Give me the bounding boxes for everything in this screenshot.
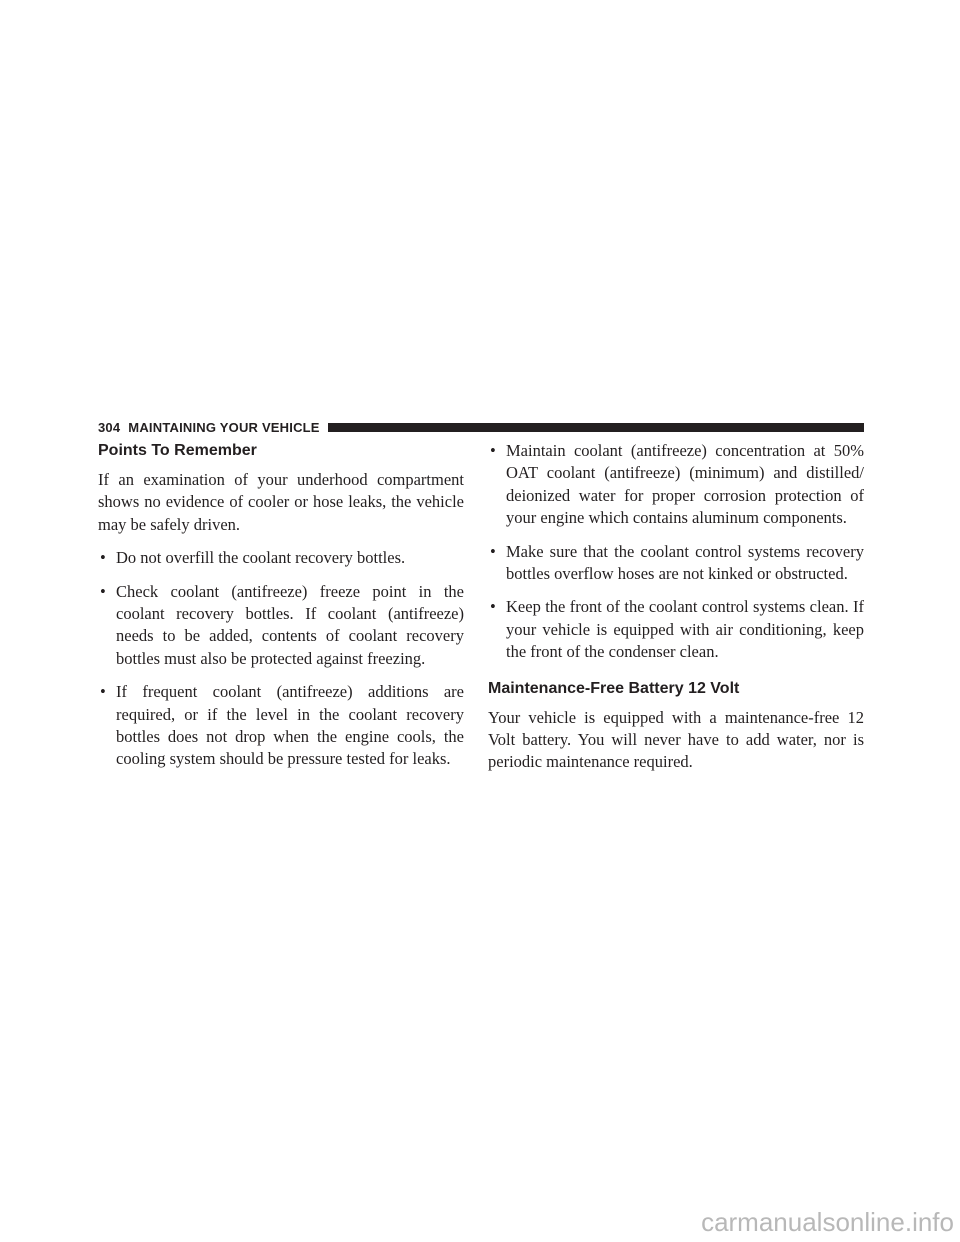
list-item-text: Do not overfill the coolant recovery bottles. [116, 548, 406, 568]
intro-paragraph: If an examination of your underhood compartment shows no evidence of cooler or hose leaks, the vehicle may be safely driven. [98, 470, 464, 534]
list-item [98, 681, 464, 771]
list-item [98, 547, 464, 569]
header-rule [328, 423, 864, 432]
list-item [488, 541, 864, 586]
list-item-text: Make sure that the coolant control systems recovery bottles overflow hoses are not kinked or obstructed. [506, 541, 864, 584]
left-column [98, 440, 464, 771]
bullet-icon: • [100, 581, 106, 601]
page-header [98, 418, 864, 436]
list-item-text: Check coolant (antifreeze) freeze point in the coolant recovery bottles. If coolant (antifreeze) needs to be added, contents of coolant recovery bottles must also be protected against freezing. [116, 581, 464, 668]
list-item-text: If frequent coolant (antifreeze) additions are required, or if the level in the coolant recovery bottles does not drop when the engine cools, the cooling system should be pressure tested for leaks. [116, 682, 464, 769]
list-item [488, 440, 864, 530]
watermark: carmanualsonline.info [701, 1207, 954, 1237]
list-item [488, 596, 864, 663]
list-item-text: Keep the front of the coolant control systems clean. If your vehicle is equipped with air conditioning, keep the front of the condenser clean. [506, 597, 864, 662]
coolant-bullet-list [98, 547, 464, 771]
bullet-icon: • [490, 597, 496, 617]
bullet-icon: • [490, 441, 496, 460]
bullet-icon: • [100, 682, 106, 702]
battery-paragraph: Your vehicle is equipped with a maintenance-free 12 Volt battery. You will never have to add water, nor is periodic maintenance required. [488, 707, 864, 772]
bullet-icon: • [100, 548, 106, 568]
battery-heading: Maintenance-Free Battery 12 Volt [488, 679, 740, 697]
list-item-text: Maintain coolant (antifreeze) concentration at 50% OAT coolant (antifreeze) (minimum) and distilled/ deionized water for proper corrosion protection of your engine which contains aluminum components. [506, 441, 864, 528]
points-to-remember-heading: Points To Remember [98, 442, 257, 459]
coolant-bullet-list-continued [488, 440, 864, 664]
page-number: 304 [98, 419, 121, 435]
section-title: MAINTAINING YOUR VEHICLE [128, 419, 320, 435]
bullet-icon: • [490, 541, 496, 561]
list-item [98, 581, 464, 671]
right-column [488, 440, 864, 774]
